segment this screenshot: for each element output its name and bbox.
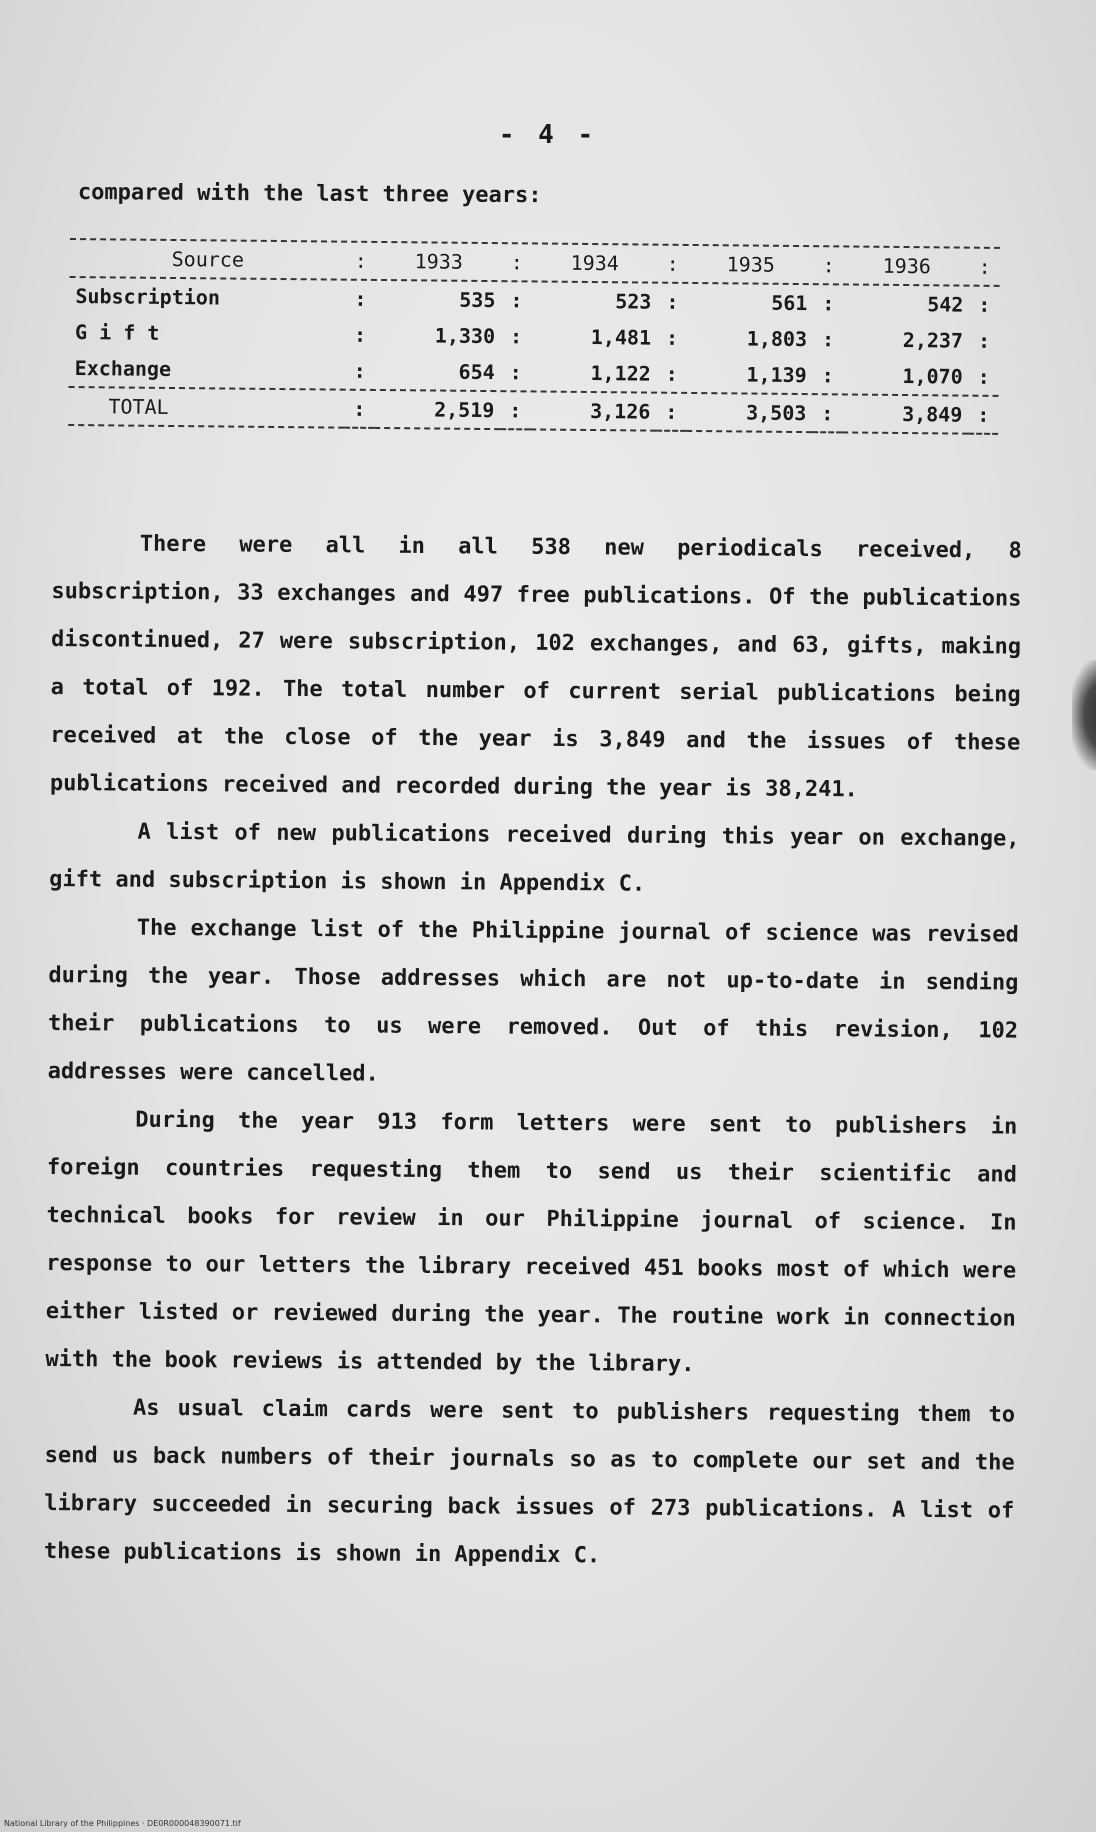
col-separator: :	[354, 248, 367, 273]
scan-credit: National Library of the Philippines · DE0R000048390071.tif	[4, 1819, 241, 1828]
row-source: Subscription	[75, 284, 221, 310]
col-separator: :	[509, 398, 522, 423]
periodicals-table	[68, 238, 1000, 435]
col-separator: :	[978, 254, 991, 279]
col-separator: :	[822, 253, 835, 278]
header-1934: 1934	[570, 250, 619, 276]
col-separator: :	[977, 364, 990, 389]
stats-table	[68, 240, 1000, 435]
page-number: - 4 -	[498, 120, 598, 150]
cell-value: 1,481	[590, 325, 652, 350]
cell-value: 654	[458, 359, 495, 385]
total-row	[68, 388, 998, 434]
col-separator: :	[665, 399, 678, 424]
page-edge-shadow	[1072, 660, 1096, 770]
cell-value: 1,139	[746, 362, 807, 388]
col-separator: :	[977, 402, 990, 427]
paragraph-form-letters: During the year 913 form letters were sent to publishers in foreign countries requesting them to send us their scientific and technical books for review in our Philippine journal of science. In response to our letters the library received 451 books most of which were either listed or reviewed during the year. The routine work in connection with the book reviews is attended by the library.	[45, 1107, 1018, 1378]
total-value: 3,849	[902, 401, 963, 427]
intro-line: compared with the last three years:	[77, 180, 542, 209]
col-separator: :	[666, 289, 679, 314]
col-separator: :	[353, 396, 366, 421]
body-text	[44, 520, 1022, 1584]
total-value: 2,519	[434, 397, 495, 423]
header-1935: 1935	[726, 252, 775, 277]
header-1933: 1933	[414, 249, 463, 274]
cell-value: 1,330	[434, 323, 496, 349]
col-separator: :	[977, 328, 991, 353]
col-separator: :	[665, 361, 678, 386]
col-separator: :	[509, 360, 522, 385]
col-separator: :	[509, 324, 523, 349]
paragraph-claim-cards: As usual claim cards were sent to publishers requesting them to send us back numbers of their journals so as to complete our set and the library succeeded in securing back issues of 273 publications. A list of these publications is shown in Appendix C.	[43, 1395, 1016, 1569]
cell-value: 535	[459, 287, 496, 313]
col-separator: :	[353, 322, 367, 347]
col-separator: :	[821, 401, 834, 426]
cell-value: 561	[771, 290, 808, 316]
total-label: TOTAL	[108, 394, 169, 419]
cell-value: 542	[927, 292, 964, 317]
row-source: Exchange	[74, 356, 172, 381]
paragraph-exchange-list: The exchange list of the Philippine journal of science was revised during the year. Those addresses which are not up-to-date in sending their publications to us were removed. Out of this revision, 102 addresses were cancelled.	[47, 915, 1019, 1087]
col-separator: :	[822, 291, 835, 316]
col-separator: :	[821, 363, 834, 388]
col-separator: :	[354, 286, 367, 311]
total-value: 3,126	[590, 399, 651, 424]
col-separator: :	[353, 358, 366, 383]
col-separator: :	[666, 251, 679, 276]
header-1936: 1936	[882, 253, 931, 279]
row-source: G i f t	[74, 320, 160, 345]
col-separator: :	[978, 292, 991, 317]
cell-value: 523	[615, 289, 652, 314]
cell-value: 1,070	[902, 363, 963, 389]
col-separator: :	[510, 250, 523, 275]
total-value: 3,503	[746, 400, 807, 426]
header-source: Source	[171, 246, 245, 272]
col-separator: :	[665, 325, 679, 350]
paragraph-appendix-list: A list of new publications received during this year on exchange, gift and subscription is shown in Appendix C.	[49, 819, 1020, 897]
paragraph-periodicals: There were all in all 538 new periodicals received, 8 subscription, 33 exchanges and 497 free publications. Of the publications discontinued, 27 were subscription, 102 exchanges, and 63, gifts, making a total of 192. The total number of current serial publications being received at the close of the year is 3,849 and the issues of these publications received and recorded during the year is 38,241.	[49, 531, 1022, 803]
col-separator: :	[510, 288, 523, 313]
cell-value: 2,237	[902, 327, 964, 353]
cell-value: 1,122	[590, 361, 651, 386]
cell-value: 1,803	[746, 326, 808, 352]
col-separator: :	[821, 327, 835, 352]
